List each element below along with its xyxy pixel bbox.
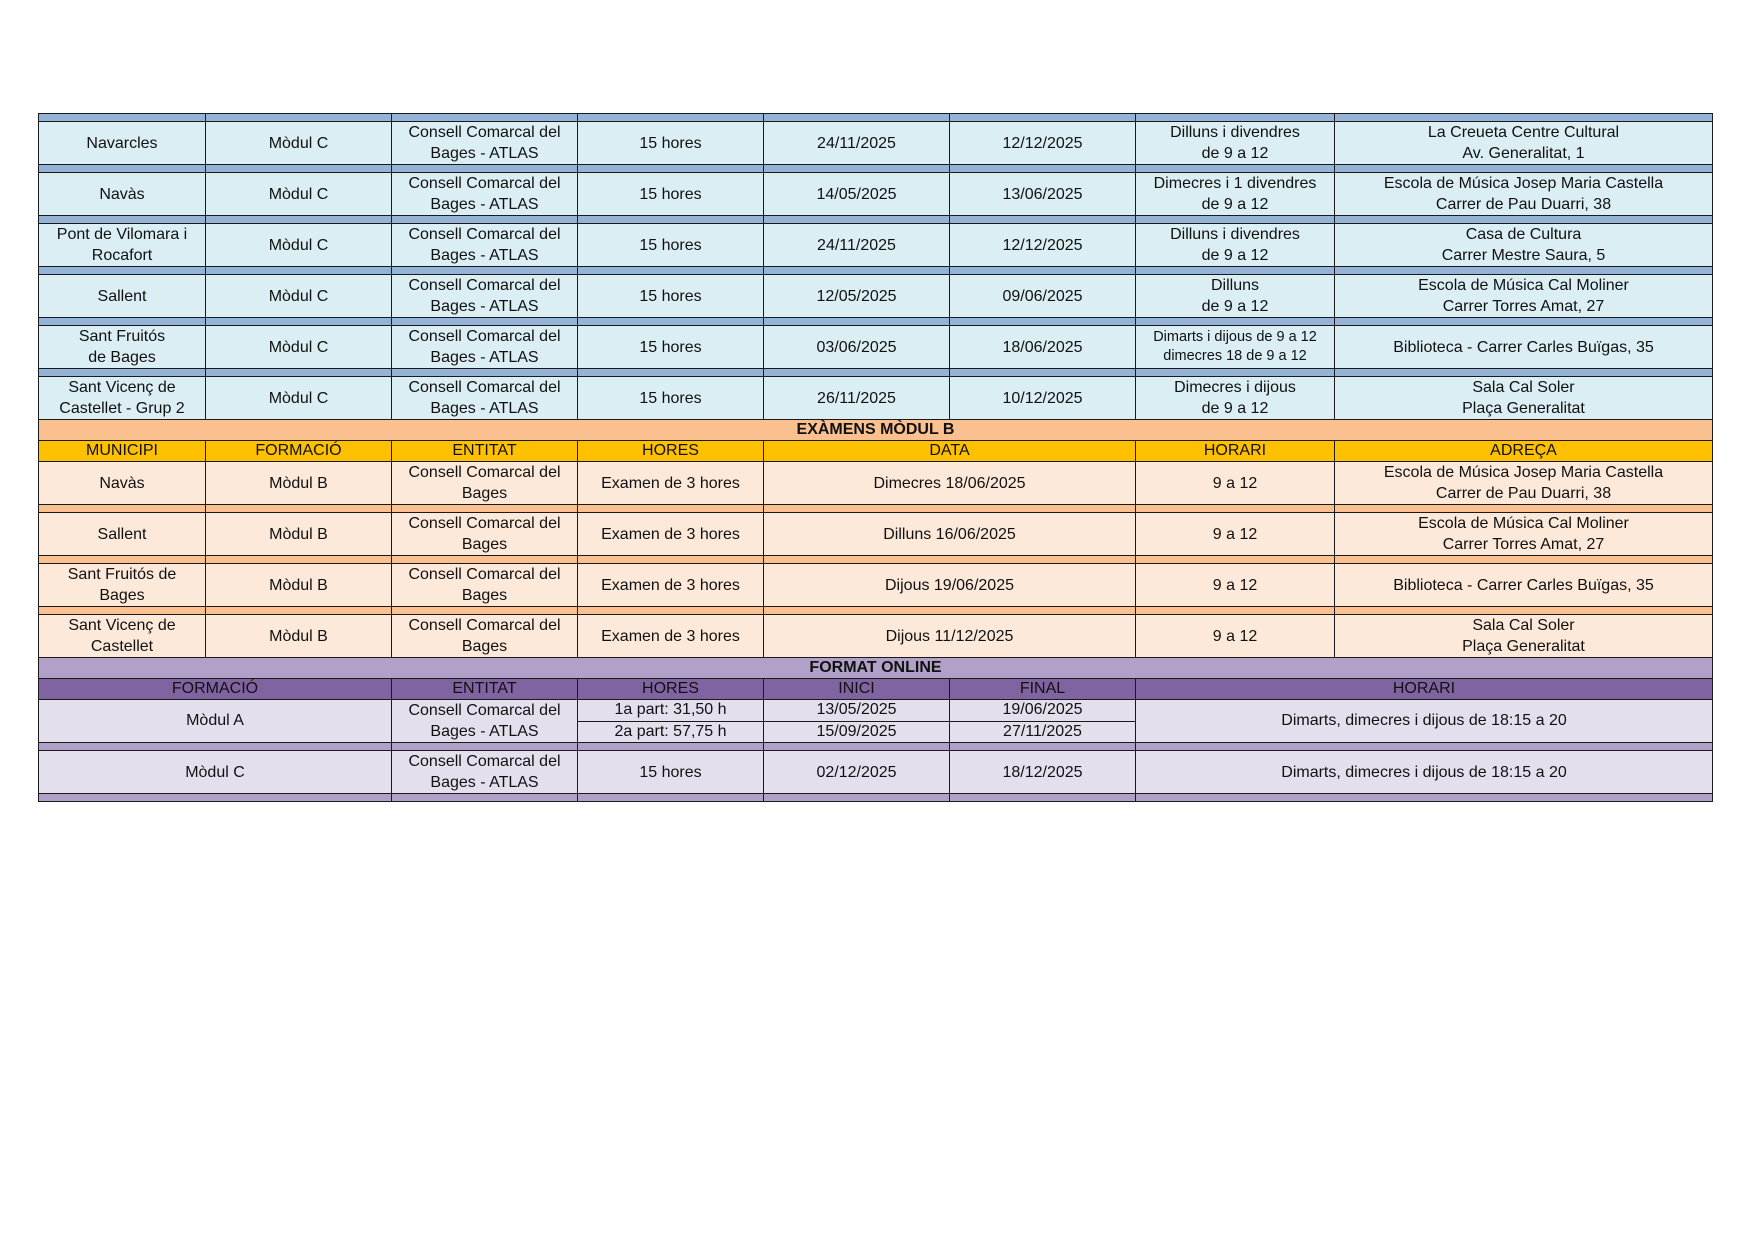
horari-cell: Dimarts i dijous de 9 a 12 dimecres 18 de 9 a 12 bbox=[1136, 326, 1335, 369]
final-cell: 09/06/2025 bbox=[950, 275, 1136, 318]
formacio-cell: Mòdul C bbox=[39, 751, 392, 794]
inici-cell: 14/05/2025 bbox=[764, 173, 950, 216]
adreca-cell: Biblioteca - Carrer Carles Buïgas, 35 bbox=[1335, 564, 1713, 607]
municipi-cell: Navàs bbox=[39, 462, 206, 505]
adreca-cell: Biblioteca - Carrer Carles Buïgas, 35 bbox=[1335, 326, 1713, 369]
data-cell: Dimecres 18/06/2025 bbox=[764, 462, 1136, 505]
adreca-cell: Sala Cal Soler Plaça Generalitat bbox=[1335, 377, 1713, 420]
inici-cell: 03/06/2025 bbox=[764, 326, 950, 369]
inici-cell: 15/09/2025 bbox=[764, 721, 950, 743]
column-header-hores: HORES bbox=[578, 441, 764, 462]
entitat-cell: Consell Comarcal del Bages - ATLAS bbox=[392, 700, 578, 743]
column-header-municipi: MUNICIPI bbox=[39, 441, 206, 462]
horari-cell: Dilluns de 9 a 12 bbox=[1136, 275, 1335, 318]
formacio-cell: Mòdul B bbox=[206, 615, 392, 658]
column-header-horari: HORARI bbox=[1136, 441, 1335, 462]
column-header-hores: HORES bbox=[578, 679, 764, 700]
municipi-cell: Pont de Vilomara i Rocafort bbox=[39, 224, 206, 267]
hores-cell: 15 hores bbox=[578, 224, 764, 267]
hores-cell: 2a part: 57,75 h bbox=[578, 721, 764, 743]
table-row bbox=[39, 462, 1713, 505]
final-cell: 27/11/2025 bbox=[950, 721, 1136, 743]
entitat-cell: Consell Comarcal del Bages - ATLAS bbox=[392, 326, 578, 369]
column-header-data: DATA bbox=[764, 441, 1136, 462]
table-row bbox=[39, 224, 1713, 267]
horari-cell: 9 a 12 bbox=[1136, 513, 1335, 556]
municipi-cell: Sant Fruitós de Bages bbox=[39, 326, 206, 369]
column-header-horari: HORARI bbox=[1136, 679, 1713, 700]
spacer-row bbox=[39, 743, 1713, 751]
horari-cell: Dimecres i 1 divendres de 9 a 12 bbox=[1136, 173, 1335, 216]
formacio-cell: Mòdul A bbox=[39, 700, 392, 743]
column-header-entitat: ENTITAT bbox=[392, 679, 578, 700]
horari-cell: Dimecres i dijous de 9 a 12 bbox=[1136, 377, 1335, 420]
data-cell: Dijous 19/06/2025 bbox=[764, 564, 1136, 607]
final-cell: 13/06/2025 bbox=[950, 173, 1136, 216]
entitat-cell: Consell Comarcal del Bages - ATLAS bbox=[392, 377, 578, 420]
municipi-cell: Sant Fruitós de Bages bbox=[39, 564, 206, 607]
examens-section-title: EXÀMENS MÒDUL B bbox=[39, 420, 1713, 441]
horari-cell: 9 a 12 bbox=[1136, 615, 1335, 658]
municipi-cell: Sant Vicenç de Castellet - Grup 2 bbox=[39, 377, 206, 420]
table-row bbox=[39, 173, 1713, 216]
formacio-cell: Mòdul B bbox=[206, 564, 392, 607]
horari-cell: Dilluns i divendres de 9 a 12 bbox=[1136, 122, 1335, 165]
hores-cell: 1a part: 31,50 h bbox=[578, 700, 764, 722]
table-row bbox=[39, 377, 1713, 420]
formacio-cell: Mòdul C bbox=[206, 224, 392, 267]
spacer-row bbox=[39, 607, 1713, 615]
horari-cell: Dimarts, dimecres i dijous de 18:15 a 20 bbox=[1136, 751, 1713, 794]
formacio-cell: Mòdul C bbox=[206, 377, 392, 420]
column-header-inici: INICI bbox=[764, 679, 950, 700]
adreca-cell: La Creueta Centre Cultural Av. Generalitat, 1 bbox=[1335, 122, 1713, 165]
horari-cell: Dimarts, dimecres i dijous de 18:15 a 20 bbox=[1136, 700, 1713, 743]
header-row bbox=[39, 441, 1713, 462]
spacer-row bbox=[39, 369, 1713, 377]
entitat-cell: Consell Comarcal del Bages bbox=[392, 615, 578, 658]
final-cell: 18/12/2025 bbox=[950, 751, 1136, 794]
data-cell: Dilluns 16/06/2025 bbox=[764, 513, 1136, 556]
schedule-table bbox=[38, 113, 1713, 802]
spacer-row bbox=[39, 267, 1713, 275]
formacio-cell: Mòdul B bbox=[206, 513, 392, 556]
hores-cell: 15 hores bbox=[578, 377, 764, 420]
municipi-cell: Navarcles bbox=[39, 122, 206, 165]
horari-cell: 9 a 12 bbox=[1136, 564, 1335, 607]
final-cell: 12/12/2025 bbox=[950, 122, 1136, 165]
final-cell: 19/06/2025 bbox=[950, 700, 1136, 722]
table-row bbox=[39, 326, 1713, 369]
final-cell: 12/12/2025 bbox=[950, 224, 1136, 267]
final-cell: 18/06/2025 bbox=[950, 326, 1136, 369]
adreca-cell: Sala Cal Soler Plaça Generalitat bbox=[1335, 615, 1713, 658]
adreca-cell: Escola de Música Josep Maria Castella Carrer de Pau Duarri, 38 bbox=[1335, 462, 1713, 505]
spacer-row bbox=[39, 794, 1713, 802]
entitat-cell: Consell Comarcal del Bages - ATLAS bbox=[392, 275, 578, 318]
inici-cell: 12/05/2025 bbox=[764, 275, 950, 318]
formacio-cell: Mòdul C bbox=[206, 173, 392, 216]
entitat-cell: Consell Comarcal del Bages bbox=[392, 564, 578, 607]
table-row bbox=[39, 615, 1713, 658]
hores-cell: Examen de 3 hores bbox=[578, 462, 764, 505]
inici-cell: 24/11/2025 bbox=[764, 224, 950, 267]
entitat-cell: Consell Comarcal del Bages bbox=[392, 462, 578, 505]
column-header-formacio: FORMACIÓ bbox=[39, 679, 392, 700]
hores-cell: 15 hores bbox=[578, 751, 764, 794]
column-header-final: FINAL bbox=[950, 679, 1136, 700]
hores-cell: Examen de 3 hores bbox=[578, 564, 764, 607]
formacio-cell: Mòdul C bbox=[206, 122, 392, 165]
column-header-formacio: FORMACIÓ bbox=[206, 441, 392, 462]
online-section-title: FORMAT ONLINE bbox=[39, 658, 1713, 679]
section-title-row bbox=[39, 420, 1713, 441]
adreca-cell: Escola de Música Cal Moliner Carrer Torres Amat, 27 bbox=[1335, 275, 1713, 318]
inici-cell: 26/11/2025 bbox=[764, 377, 950, 420]
hores-cell: 15 hores bbox=[578, 173, 764, 216]
table-row bbox=[39, 122, 1713, 165]
table-row bbox=[39, 564, 1713, 607]
table-row bbox=[39, 275, 1713, 318]
hores-cell: 15 hores bbox=[578, 122, 764, 165]
spacer-row bbox=[39, 318, 1713, 326]
municipi-cell: Sallent bbox=[39, 513, 206, 556]
municipi-cell: Sant Vicenç de Castellet bbox=[39, 615, 206, 658]
inici-cell: 02/12/2025 bbox=[764, 751, 950, 794]
entitat-cell: Consell Comarcal del Bages - ATLAS bbox=[392, 122, 578, 165]
spacer-row bbox=[39, 216, 1713, 224]
final-cell: 10/12/2025 bbox=[950, 377, 1136, 420]
formacio-cell: Mòdul C bbox=[206, 326, 392, 369]
horari-cell: 9 a 12 bbox=[1136, 462, 1335, 505]
hores-cell: Examen de 3 hores bbox=[578, 615, 764, 658]
header-row bbox=[39, 679, 1713, 700]
entitat-cell: Consell Comarcal del Bages bbox=[392, 513, 578, 556]
entitat-cell: Consell Comarcal del Bages - ATLAS bbox=[392, 224, 578, 267]
formacio-cell: Mòdul B bbox=[206, 462, 392, 505]
spacer-row bbox=[39, 114, 1713, 122]
adreca-cell: Escola de Música Cal Moliner Carrer Torres Amat, 27 bbox=[1335, 513, 1713, 556]
entitat-cell: Consell Comarcal del Bages - ATLAS bbox=[392, 173, 578, 216]
spacer-row bbox=[39, 556, 1713, 564]
table-row bbox=[39, 700, 1713, 722]
adreca-cell: Escola de Música Josep Maria Castella Carrer de Pau Duarri, 38 bbox=[1335, 173, 1713, 216]
column-header-adreca: ADREÇA bbox=[1335, 441, 1713, 462]
hores-cell: 15 hores bbox=[578, 275, 764, 318]
inici-cell: 13/05/2025 bbox=[764, 700, 950, 722]
adreca-cell: Casa de Cultura Carrer Mestre Saura, 5 bbox=[1335, 224, 1713, 267]
municipi-cell: Navàs bbox=[39, 173, 206, 216]
hores-cell: Examen de 3 hores bbox=[578, 513, 764, 556]
municipi-cell: Sallent bbox=[39, 275, 206, 318]
hores-cell: 15 hores bbox=[578, 326, 764, 369]
entitat-cell: Consell Comarcal del Bages - ATLAS bbox=[392, 751, 578, 794]
inici-cell: 24/11/2025 bbox=[764, 122, 950, 165]
table-row bbox=[39, 751, 1713, 794]
spacer-row bbox=[39, 505, 1713, 513]
spacer-row bbox=[39, 165, 1713, 173]
formacio-cell: Mòdul C bbox=[206, 275, 392, 318]
section-title-row bbox=[39, 658, 1713, 679]
column-header-entitat: ENTITAT bbox=[392, 441, 578, 462]
table-row bbox=[39, 513, 1713, 556]
horari-cell: Dilluns i divendres de 9 a 12 bbox=[1136, 224, 1335, 267]
data-cell: Dijous 11/12/2025 bbox=[764, 615, 1136, 658]
